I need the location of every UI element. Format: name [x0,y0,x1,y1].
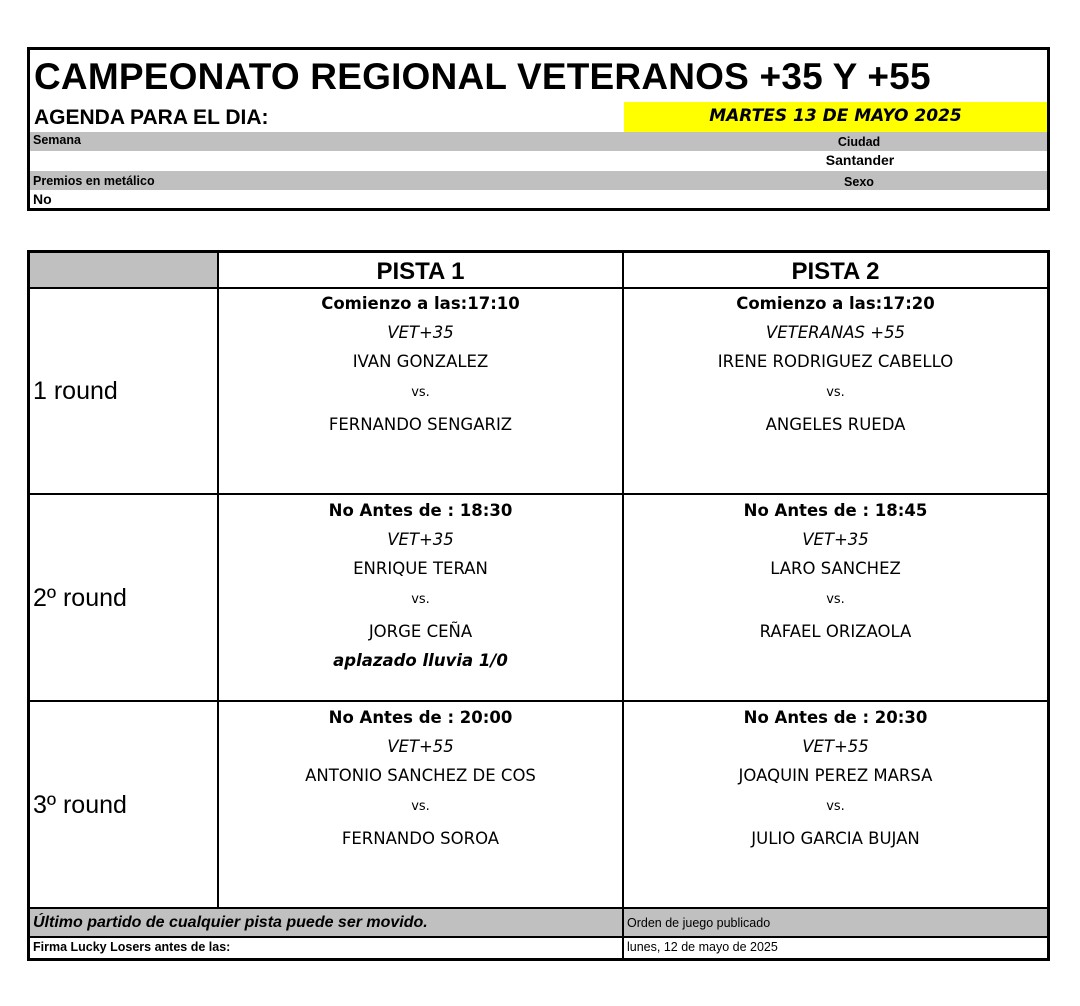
match-r3-court1 [219,703,622,853]
match-time: Comienzo a las:17:10 [321,294,520,313]
match-time: No Antes de : 20:00 [328,708,513,727]
player-2: FERNANDO SOROA [341,829,500,848]
match-category: VET+35 [387,323,454,342]
court-header-1: PISTA 1 [376,258,465,285]
date-highlight [624,102,1047,132]
agenda-label: AGENDA PARA EL DIA: [34,106,269,129]
tournament-header [27,47,1050,211]
match-time: Comienzo a las:17:20 [736,294,935,313]
versus-label: vs. [411,592,430,607]
grid-line [622,907,624,958]
player-2: JULIO GARCIA BUJAN [751,829,920,848]
match-category: VET+35 [387,530,454,549]
semana-label: Semana [33,133,81,147]
match-category: VET+35 [802,530,869,549]
match-r2-court1 [219,496,622,675]
sexo-label: Sexo [844,175,874,189]
match-category: VETERANAS +55 [765,323,906,342]
footer-note: Último partido de cualquier pista puede ser movido. [33,914,428,931]
tournament-title: CAMPEONATO REGIONAL VETERANOS +35 Y +55 [34,56,931,97]
table-corner-cell [30,253,217,287]
match-note: aplazado lluvia 1/0 [333,651,508,670]
versus-label: vs. [826,592,845,607]
player-2: RAFAEL ORIZAOLA [759,622,912,641]
player-1: IRENE RODRIGUEZ CABELLO [717,352,954,371]
ciudad-value: Santander [825,152,895,168]
court-header-2: PISTA 2 [791,258,880,285]
match-time: No Antes de : 18:30 [328,501,513,520]
player-1: IVAN GONZALEZ [352,352,489,371]
agenda-date: MARTES 13 DE MAYO 2025 [709,106,962,126]
match-r1-court1 [219,289,622,439]
versus-label: vs. [411,385,430,400]
player-1: ENRIQUE TERAN [353,559,488,578]
round-label-3: 3º round [33,791,127,819]
publicado-date: lunes, 12 de mayo de 2025 [627,940,778,954]
grid-line [30,493,1047,495]
player-2: JORGE CEÑA [368,622,473,641]
versus-label: vs. [826,385,845,400]
schedule-table [27,250,1050,961]
player-1: JOAQUIN PEREZ MARSA [738,766,933,785]
premios-label: Premios en metálico [33,174,155,188]
publicado-label: Orden de juego publicado [627,916,771,930]
match-r2-court2 [624,496,1047,646]
versus-label: vs. [411,799,430,814]
match-category: VET+55 [802,737,869,756]
player-1: ANTONIO SANCHEZ DE COS [305,766,536,785]
grid-line [30,700,1047,702]
ciudad-label: Ciudad [837,135,881,149]
round-label-2: 2º round [33,584,127,612]
premios-value: No [33,191,52,207]
round-label-1: 1 round [33,377,118,405]
match-r3-court2 [624,703,1047,853]
player-2: ANGELES RUEDA [765,415,906,434]
match-time: No Antes de : 18:45 [743,501,928,520]
versus-label: vs. [826,799,845,814]
match-time: No Antes de : 20:30 [743,708,928,727]
player-2: FERNANDO SENGARIZ [328,415,513,434]
player-1: LARO SANCHEZ [770,559,901,578]
lucky-losers-label: Firma Lucky Losers antes de las: [33,940,231,954]
match-category: VET+55 [387,737,454,756]
grid-line [30,936,1047,938]
match-r1-court2 [624,289,1047,439]
